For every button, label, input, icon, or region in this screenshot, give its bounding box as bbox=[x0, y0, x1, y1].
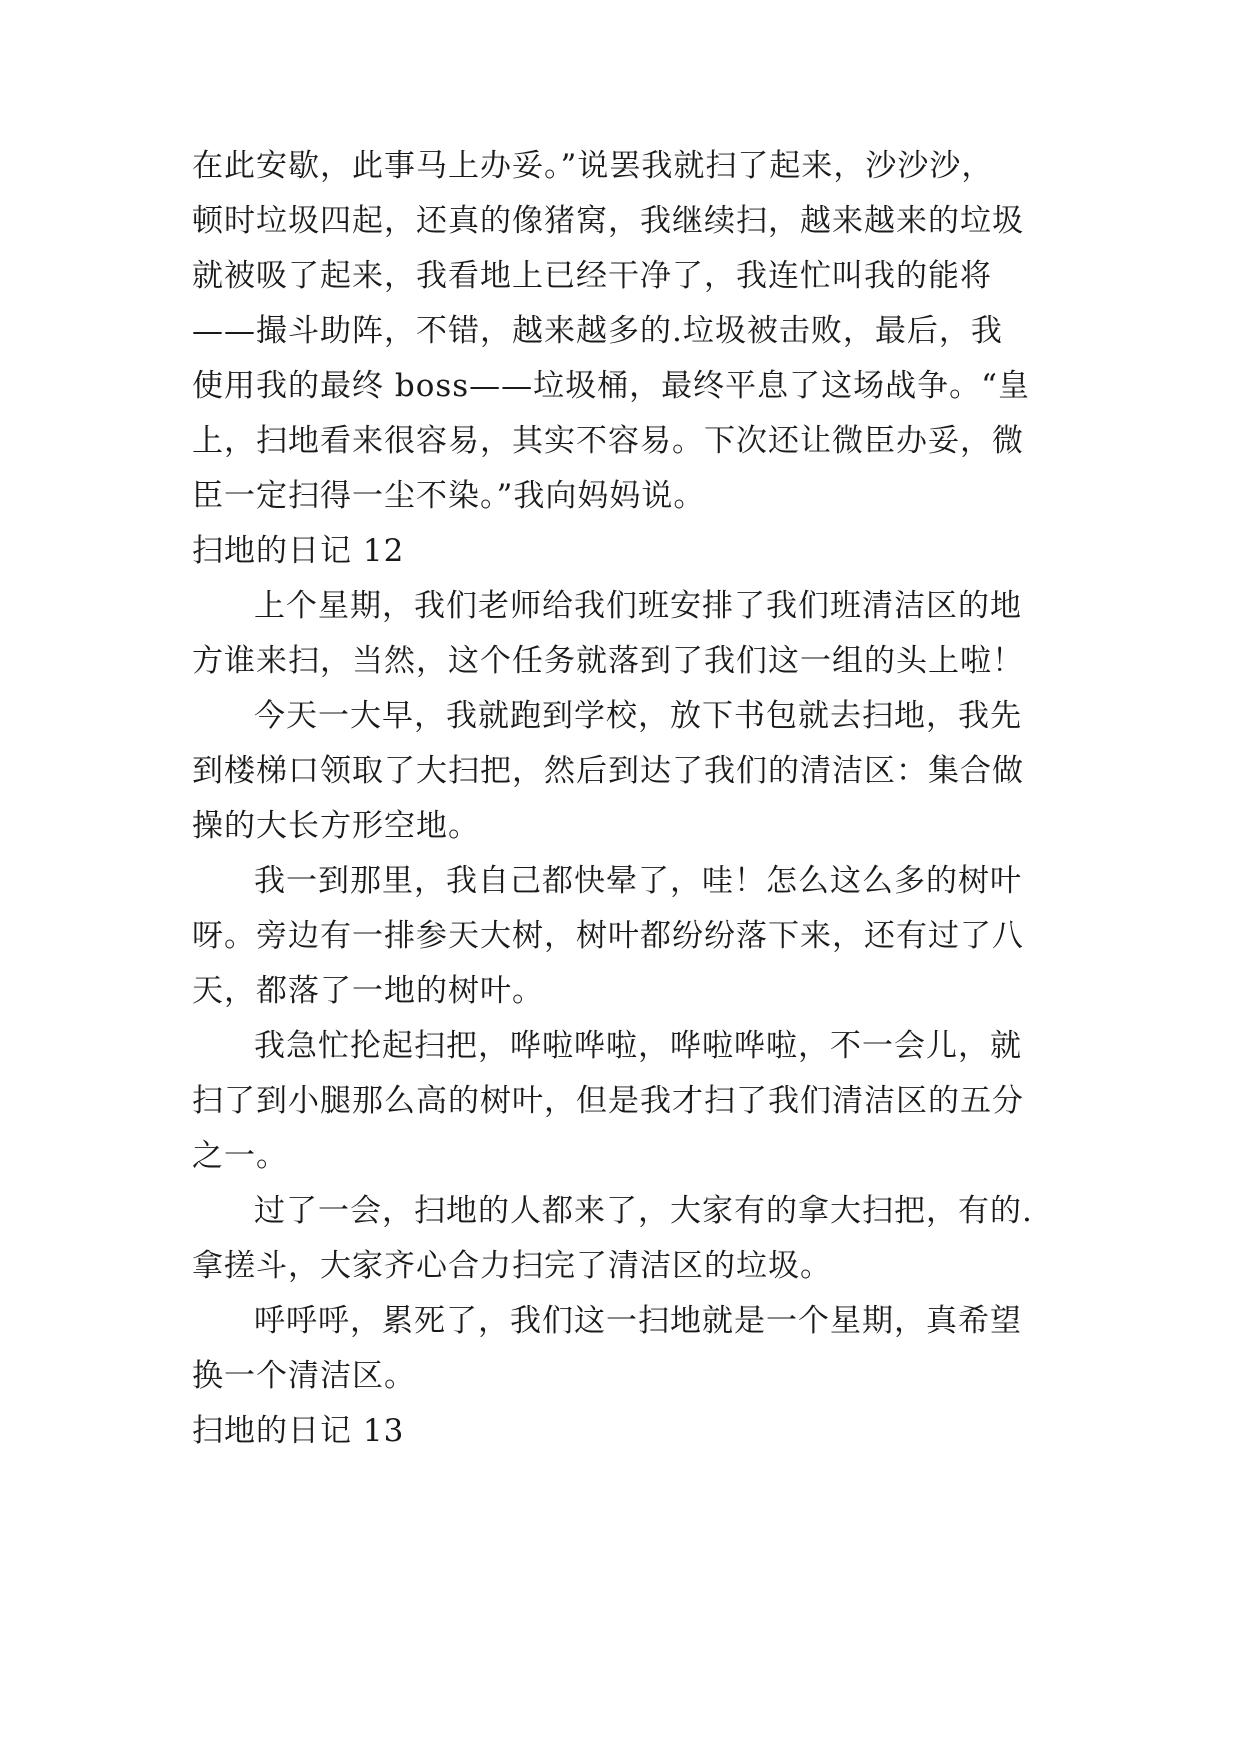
paragraph-first-line: 我急忙抡起扫把，哗啦哗啦，哗啦哗啦，不一会儿，就 bbox=[254, 1028, 1022, 1064]
text-line: 就被吸了起来，我看地上已经干净了，我连忙叫我的能将 bbox=[192, 258, 992, 294]
text-line: 到楼梯口领取了大扫把，然后到达了我们的清洁区：集合做 bbox=[192, 753, 1024, 789]
paragraph-first-line: 过了一会，扫地的人都来了，大家有的拿大扫把，有的. bbox=[254, 1193, 1033, 1229]
text-line: 在此安歇，此事马上办妥。”说罢我就扫了起来，沙沙沙， bbox=[192, 148, 994, 184]
text-line: 拿搓斗，大家齐心合力扫完了清洁区的垃圾。 bbox=[192, 1248, 832, 1284]
paragraph-first-line: 呼呼呼，累死了，我们这一扫地就是一个星期，真希望 bbox=[254, 1303, 1022, 1339]
text-line: 天，都落了一地的树叶。 bbox=[192, 973, 544, 1009]
text-line: 顿时垃圾四起，还真的像猪窝，我继续扫，越来越来的垃圾 bbox=[192, 203, 1024, 239]
text-line: 使用我的最终 boss——垃圾桶，最终平息了这场战争。“皇 bbox=[192, 368, 1031, 404]
paragraph-first-line: 上个星期，我们老师给我们班安排了我们班清洁区的地 bbox=[254, 588, 1022, 624]
section-heading: 扫地的日记 13 bbox=[192, 1413, 405, 1449]
text-line: 之一。 bbox=[192, 1138, 288, 1174]
section-heading: 扫地的日记 12 bbox=[192, 533, 405, 569]
text-line: 呀。旁边有一排参天大树，树叶都纷纷落下来，还有过了八 bbox=[192, 918, 1024, 954]
text-line: 上，扫地看来很容易，其实不容易。下次还让微臣办妥，微 bbox=[192, 423, 1024, 459]
text-line: ——撮斗助阵，不错，越来越多的.垃圾被击败，最后，我 bbox=[192, 313, 1003, 349]
paragraph-first-line: 今天一大早，我就跑到学校，放下书包就去扫地，我先 bbox=[254, 698, 1022, 734]
text-line: 扫了到小腿那么高的树叶，但是我才扫了我们清洁区的五分 bbox=[192, 1083, 1024, 1119]
text-line: 方谁来扫，当然，这个任务就落到了我们这一组的头上啦！ bbox=[192, 643, 1024, 679]
text-line: 操的大长方形空地。 bbox=[192, 808, 480, 844]
text-line: 换一个清洁区。 bbox=[192, 1358, 416, 1394]
text-line: 臣一定扫得一尘不染。”我向妈妈说。 bbox=[192, 478, 706, 514]
paragraph-first-line: 我一到那里，我自己都快晕了，哇！怎么这么多的树叶 bbox=[254, 863, 1022, 899]
